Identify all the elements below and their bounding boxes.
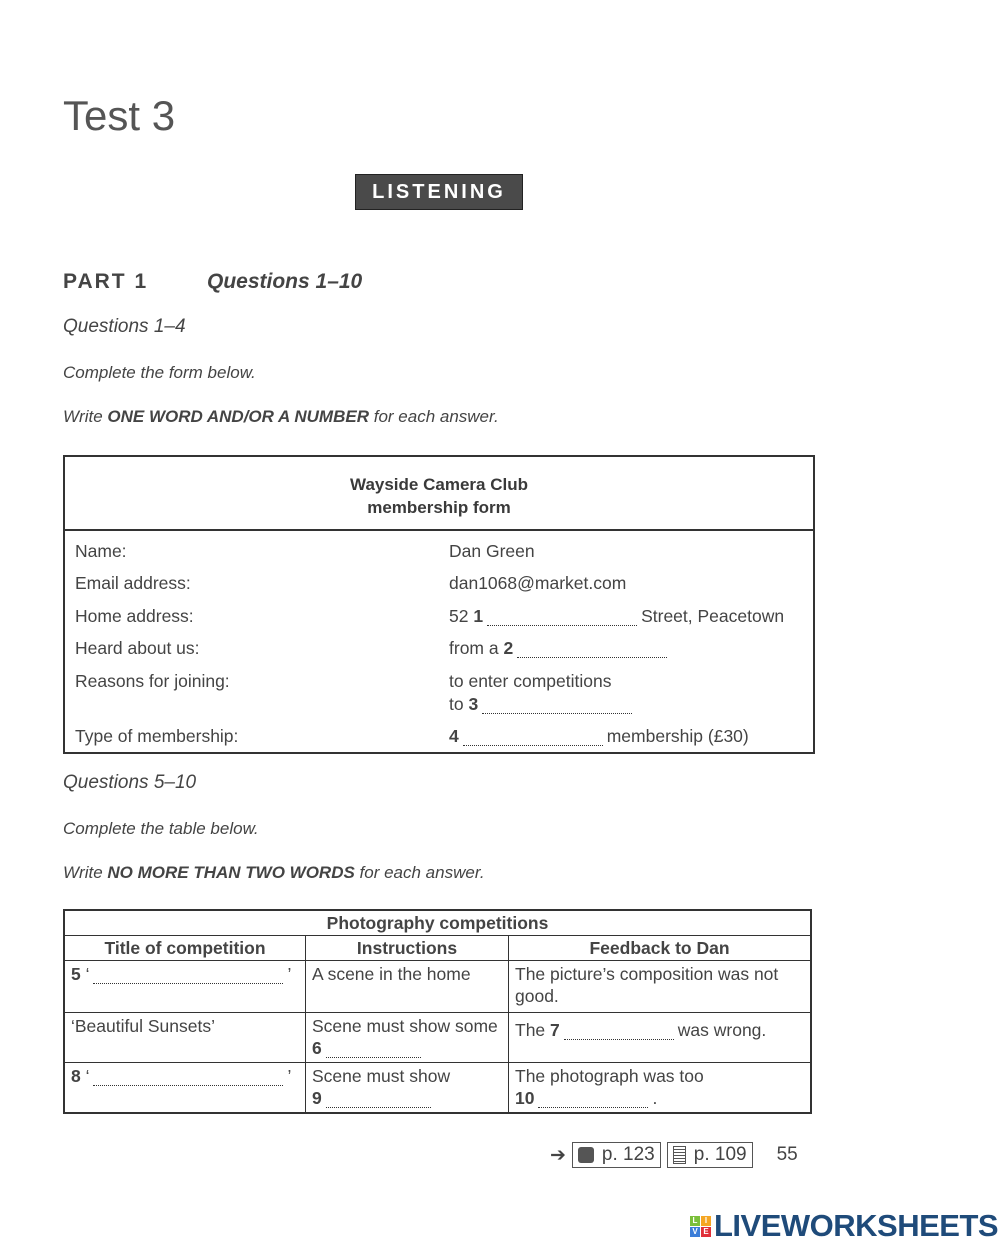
field-label: Home address: bbox=[75, 606, 194, 626]
cell: ‘Beautiful Sunsets’ bbox=[64, 1013, 306, 1063]
field-value bbox=[449, 694, 636, 715]
column-header: Instructions bbox=[306, 936, 509, 961]
text: 52 bbox=[449, 606, 469, 626]
cell: The picture’s composition was not good. bbox=[509, 961, 812, 1013]
table-row bbox=[64, 1063, 811, 1113]
cell: 5 ‘ ’ bbox=[64, 961, 306, 1013]
question-number: 7 bbox=[550, 1020, 560, 1040]
answer-6-input[interactable] bbox=[326, 1043, 421, 1058]
question-number: 6 bbox=[312, 1038, 322, 1058]
arrow-icon: ➔ bbox=[550, 1144, 566, 1166]
text: for each answer. bbox=[354, 863, 485, 882]
logo-icon: L I V E bbox=[690, 1216, 711, 1237]
field-value bbox=[449, 638, 671, 659]
text: ONE WORD AND/OR A NUMBER bbox=[107, 407, 369, 426]
answer-7-input[interactable] bbox=[564, 1025, 674, 1040]
cell bbox=[509, 1013, 812, 1063]
field-label: Heard about us: bbox=[75, 638, 200, 658]
text: Scene must show some bbox=[312, 1016, 498, 1036]
text: to bbox=[449, 694, 464, 714]
question-number: 1 bbox=[473, 606, 484, 626]
cell bbox=[306, 1013, 509, 1063]
logo-text: LIVEWORKSHEETS bbox=[714, 1208, 999, 1243]
field-label: Email address: bbox=[75, 573, 191, 593]
question-number: 5 bbox=[71, 964, 81, 984]
group2-heading: Questions 5–10 bbox=[63, 772, 197, 793]
text: Street, Peacetown bbox=[641, 606, 785, 626]
key-icon bbox=[578, 1147, 594, 1163]
answer-8-input[interactable] bbox=[93, 1071, 283, 1086]
answer-key-ref bbox=[572, 1142, 661, 1168]
text: from a bbox=[449, 638, 499, 658]
text: membership (£30) bbox=[606, 726, 749, 746]
form-title-line: membership form bbox=[367, 498, 511, 517]
page-number: 55 bbox=[776, 1144, 798, 1165]
question-number: 8 bbox=[71, 1066, 81, 1086]
group1-write bbox=[63, 407, 499, 427]
column-header: Title of competition bbox=[64, 936, 306, 961]
text: The bbox=[515, 1020, 546, 1040]
answer-9-input[interactable] bbox=[326, 1093, 431, 1108]
answer-5-input[interactable] bbox=[93, 969, 283, 984]
text: for each answer. bbox=[369, 407, 499, 426]
text: p. 123 bbox=[601, 1144, 655, 1165]
text: NO MORE THAN TWO WORDS bbox=[107, 863, 355, 882]
membership-form bbox=[63, 455, 815, 754]
competitions-table bbox=[63, 909, 812, 1114]
answer-1-input[interactable] bbox=[487, 611, 637, 626]
answer-2-input[interactable] bbox=[517, 643, 667, 658]
field-value bbox=[449, 726, 749, 747]
field-value: dan1068@market.com bbox=[449, 573, 627, 593]
answer-3-input[interactable] bbox=[482, 699, 632, 714]
form-title-line: Wayside Camera Club bbox=[350, 475, 528, 494]
text: Write bbox=[63, 407, 108, 426]
question-number: 2 bbox=[503, 638, 514, 658]
part-questions: Questions 1–10 bbox=[207, 270, 363, 293]
question-number: 10 bbox=[515, 1088, 535, 1108]
table-title: Photography competitions bbox=[64, 910, 811, 936]
group2-instruction: Complete the table below. bbox=[63, 819, 259, 838]
field-value: Dan Green bbox=[449, 541, 535, 561]
answer-4-input[interactable] bbox=[463, 731, 603, 746]
text: The photograph was too bbox=[515, 1066, 704, 1086]
transcript-ref bbox=[667, 1142, 753, 1168]
question-number: 3 bbox=[468, 694, 479, 714]
field-label: Reasons for joining: bbox=[75, 671, 230, 691]
text: Scene must show bbox=[312, 1066, 451, 1086]
group2-write bbox=[63, 863, 485, 883]
footer-references bbox=[550, 1142, 798, 1168]
text: was wrong. bbox=[677, 1020, 767, 1040]
cell: 8 ‘ ’ bbox=[64, 1063, 306, 1113]
cell bbox=[306, 1063, 509, 1113]
text: p. 109 bbox=[693, 1144, 747, 1165]
group1-heading: Questions 1–4 bbox=[63, 316, 186, 337]
field-value: to enter competitions bbox=[449, 671, 612, 691]
liveworksheets-logo bbox=[690, 1208, 998, 1244]
field-label: Type of membership: bbox=[75, 726, 239, 746]
part-label: PART 1 bbox=[63, 270, 149, 293]
section-badge: LISTENING bbox=[355, 174, 523, 210]
cell: The photograph was too 10 . bbox=[509, 1063, 812, 1113]
field-value bbox=[449, 606, 784, 627]
form-title bbox=[65, 457, 813, 531]
text: Write bbox=[63, 863, 108, 882]
page-title: Test 3 bbox=[63, 92, 176, 139]
question-number: 9 bbox=[312, 1088, 322, 1108]
group1-instruction: Complete the form below. bbox=[63, 363, 256, 382]
column-header: Feedback to Dan bbox=[509, 936, 812, 961]
document-icon bbox=[673, 1146, 686, 1164]
table-row bbox=[64, 1013, 811, 1063]
field-label: Name: bbox=[75, 541, 127, 561]
table-row bbox=[64, 961, 811, 1013]
answer-10-input[interactable] bbox=[538, 1093, 648, 1108]
question-number: 4 bbox=[449, 726, 459, 746]
cell: A scene in the home bbox=[306, 961, 509, 1013]
